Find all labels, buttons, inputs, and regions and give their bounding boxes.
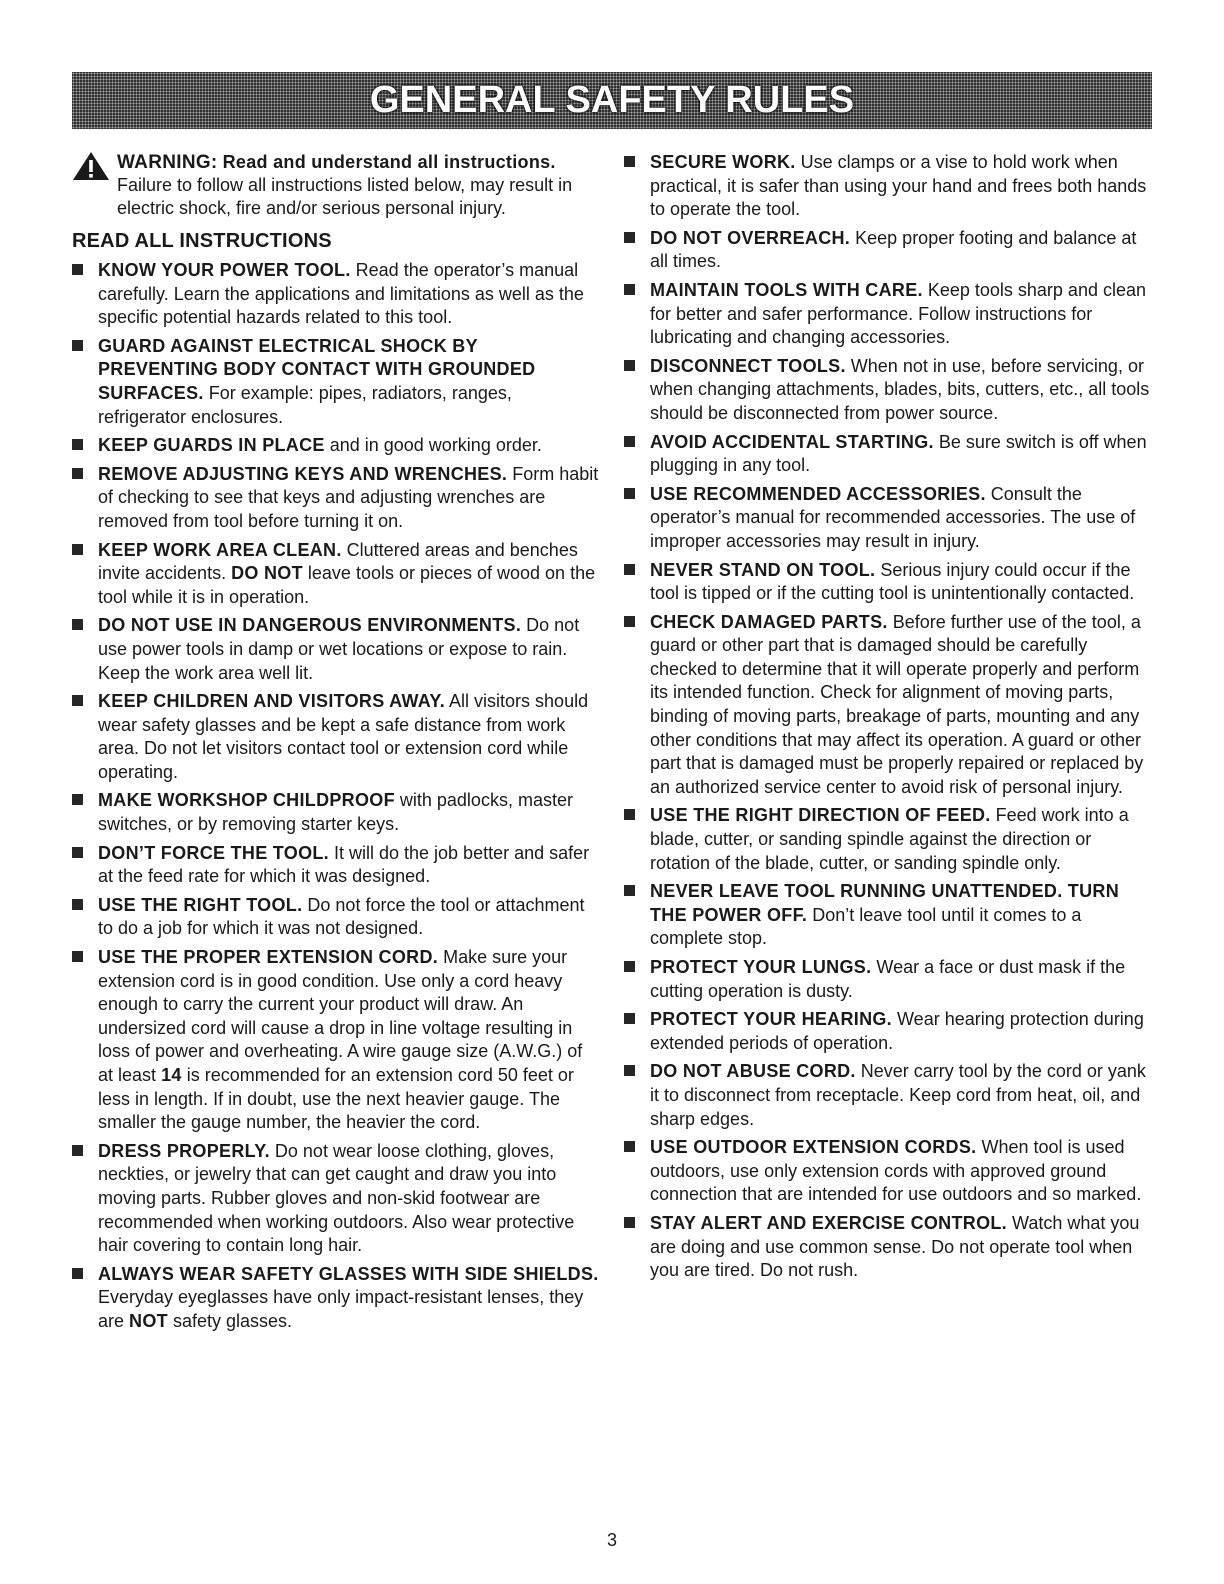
- rule-text: Cluttered areas and benches invite accidents.: [98, 539, 578, 584]
- rule-bold-text: KEEP WORK AREA CLEAN.: [98, 539, 342, 560]
- right-column: [624, 151, 1150, 1288]
- square-bullet-icon: [72, 619, 83, 630]
- square-bullet-icon: [624, 885, 635, 896]
- rule-text: For example: pipes, radiators, ranges, refrigerator enclosures.: [98, 382, 512, 427]
- square-bullet-icon: [624, 961, 635, 972]
- safety-rule: [72, 1263, 600, 1334]
- warning-text: Failure to follow all instructions listed below, may result in electric shock, fire and/or serious personal injury.: [117, 175, 573, 218]
- square-bullet-icon: [624, 564, 635, 575]
- rule-bold-text: KEEP GUARDS IN PLACE: [98, 435, 325, 456]
- square-bullet-icon: [72, 468, 83, 479]
- rule-bold-text: DO NOT OVERREACH.: [650, 227, 851, 248]
- rule-text: Do not wear loose clothing, gloves, neckties, or jewelry that can get caught and draw you into moving parts. Rubber gloves and non-skid footwear are recommended when working outdoors. Also wear protective hair covering to contain long hair.: [98, 1140, 575, 1256]
- warning-triangle-icon: [72, 151, 110, 181]
- safety-rule: [72, 690, 600, 784]
- left-column: [72, 151, 600, 1339]
- rule-text: When tool is used outdoors, use only extension cords with approved ground connection that are intended for use outdoors and so marked.: [650, 1137, 1142, 1205]
- rule-text: Read the operator’s manual carefully. Learn the applications and limitations as well as the specific potential hazards related to this tool.: [98, 260, 584, 328]
- safety-rule: [72, 539, 600, 610]
- title-banner: [72, 72, 1152, 129]
- safety-rule: [72, 1140, 600, 1258]
- rule-text: with padlocks, master switches, or by removing starter keys.: [98, 790, 573, 835]
- rule-text: Be sure switch is off when plugging in any tool.: [650, 431, 1147, 476]
- rule-text: Consult the operator’s manual for recommended accessories. The use of improper accessories may result in injury.: [650, 483, 1136, 551]
- square-bullet-icon: [72, 1268, 83, 1279]
- safety-rule: [624, 880, 1150, 951]
- rule-bold-text: DON’T FORCE THE TOOL.: [98, 842, 329, 863]
- left-rules-list: [72, 259, 600, 1334]
- safety-rule: [624, 355, 1150, 426]
- rule-text: safety glasses.: [172, 1310, 293, 1331]
- rule-text: Feed work into a blade, cutter, or sanding spindle against the direction or rotation of the blade, cutter, or sanding spindle only.: [650, 805, 1129, 873]
- rule-bold-text: DO NOT ABUSE CORD.: [650, 1061, 856, 1082]
- rule-text: Keep tools sharp and clean for better and safer performance. Follow instructions for lubricating and changing accessories.: [650, 279, 1146, 348]
- safety-rule: [624, 151, 1150, 222]
- rule-text: Never carry tool by the cord or yank it to disconnect from receptacle. Keep cord from heat, oil, and sharp edges.: [650, 1061, 1146, 1129]
- rule-bold-text: AVOID ACCIDENTAL STARTING.: [650, 431, 934, 452]
- safety-rule: [624, 227, 1150, 274]
- rule-bold-text: NOT: [129, 1310, 168, 1331]
- square-bullet-icon: [624, 232, 635, 243]
- square-bullet-icon: [72, 695, 83, 706]
- warning-block: [72, 151, 600, 220]
- safety-rule: [624, 1136, 1150, 1207]
- rule-bold-text: SECURE WORK.: [650, 152, 796, 172]
- safety-rule: [624, 956, 1150, 1003]
- rule-bold-text: MAKE WORKSHOP CHILDPROOF: [98, 790, 395, 811]
- rule-text: Use clamps or a vise to hold work when practical, it is safer than using your hand and frees both hands to operate the tool.: [650, 152, 1147, 220]
- square-bullet-icon: [72, 544, 83, 555]
- rule-bold-text: GUARD AGAINST ELECTRICAL SHOCK BY PREVENTING BODY CONTACT WITH GROUNDED SURFACES.: [98, 335, 536, 403]
- rule-bold-text: USE THE RIGHT DIRECTION OF FEED.: [650, 805, 991, 826]
- square-bullet-icon: [72, 847, 83, 858]
- rule-text: Do not force the tool or attachment to do a job for which it was not designed.: [98, 894, 585, 939]
- square-bullet-icon: [624, 360, 635, 371]
- rule-text: Do not use power tools in damp or wet locations or expose to rain. Keep the work area well lit.: [98, 615, 580, 683]
- rule-bold-text: NEVER STAND ON TOOL.: [650, 559, 876, 580]
- warning-bold-text: Read and understand all instructions.: [222, 152, 556, 172]
- safety-rule: [624, 804, 1150, 875]
- warning-label: WARNING:: [117, 152, 218, 173]
- rule-text: Serious injury could occur if the tool is tipped or if the cutting tool is unintentionally contacted.: [650, 559, 1135, 604]
- rule-bold-text: PROTECT YOUR LUNGS.: [650, 957, 872, 977]
- rule-bold-text: PROTECT YOUR HEARING.: [650, 1009, 892, 1030]
- safety-rule: [72, 894, 600, 941]
- square-bullet-icon: [72, 794, 83, 805]
- rule-bold-text: ALWAYS WEAR SAFETY GLASSES WITH SIDE SHIELDS.: [98, 1263, 599, 1284]
- rule-bold-text: DO NOT USE IN DANGEROUS ENVIRONMENTS.: [98, 615, 522, 636]
- square-bullet-icon: [624, 1217, 635, 1228]
- rule-text: Form habit of checking to see that keys and adjusting wrenches are removed from tool before turning it on.: [98, 463, 599, 531]
- page-title: GENERAL SAFETY RULES: [369, 79, 855, 121]
- rule-text: and in good working order.: [329, 435, 542, 456]
- rule-bold-text: KNOW YOUR POWER TOOL.: [98, 260, 351, 280]
- right-rules-list: [624, 151, 1150, 1283]
- rule-bold-text: STAY ALERT AND EXERCISE CONTROL.: [650, 1212, 1007, 1233]
- page-number: 3: [606, 1530, 617, 1550]
- square-bullet-icon: [72, 439, 83, 450]
- rule-bold-text: NEVER LEAVE TOOL RUNNING UNATTENDED. TURN THE POWER OFF.: [650, 881, 1119, 925]
- safety-rule: [624, 431, 1150, 478]
- rule-text: Everyday eyeglasses have only impact-resistant lenses, they are: [98, 1287, 584, 1331]
- safety-rule: [624, 1060, 1150, 1131]
- rule-text: Watch what you are doing and use common sense. Do not operate tool when you are tired. Do not rush.: [650, 1212, 1140, 1281]
- rule-bold-text: USE RECOMMENDED ACCESSORIES.: [650, 483, 986, 504]
- safety-rule: [624, 611, 1150, 800]
- safety-rule: [72, 842, 600, 889]
- safety-rule: [72, 614, 600, 685]
- safety-rule: [72, 259, 600, 330]
- safety-rule: [624, 279, 1150, 350]
- rule-bold-text: DRESS PROPERLY.: [98, 1140, 270, 1161]
- square-bullet-icon: [72, 340, 83, 351]
- safety-rule: [624, 1212, 1150, 1283]
- square-bullet-icon: [624, 809, 635, 820]
- rule-text: is recommended for an extension cord 50 feet or less in length. If in doubt, use the next heavier gauge. The smaller the gauge number, the heavier the cord.: [98, 1065, 574, 1133]
- square-bullet-icon: [624, 1141, 635, 1152]
- safety-rule: [72, 434, 600, 458]
- rule-text: It will do the job better and safer at the feed rate for which it was designed.: [98, 842, 590, 887]
- rule-text: Don’t leave tool until it comes to a complete stop.: [650, 904, 1082, 949]
- square-bullet-icon: [624, 436, 635, 447]
- rule-bold-text: MAINTAIN TOOLS WITH CARE.: [650, 279, 923, 300]
- rule-bold-text: USE THE PROPER EXTENSION CORD.: [98, 947, 439, 968]
- safety-rule: [72, 335, 600, 429]
- safety-rule: [72, 463, 600, 534]
- rule-bold-text: KEEP CHILDREN AND VISITORS AWAY.: [98, 691, 446, 712]
- rule-text: Wear hearing protection during extended periods of operation.: [650, 1009, 1144, 1053]
- rule-bold-text: REMOVE ADJUSTING KEYS AND WRENCHES.: [98, 463, 508, 484]
- square-bullet-icon: [624, 1065, 635, 1076]
- square-bullet-icon: [624, 284, 635, 295]
- rule-bold-text: 14: [161, 1065, 182, 1085]
- rule-text: Make sure your extension cord is in good condition. Use only a cord heavy enough to carry the current your product will draw. An undersized cord will cause a drop in line voltage resulting in loss of power and overheating. A wire gauge size (A.W.G.) of at least: [98, 947, 583, 1085]
- square-bullet-icon: [72, 264, 83, 275]
- square-bullet-icon: [72, 1145, 83, 1156]
- rule-text: Wear a face or dust mask if the cutting operation is dusty.: [650, 957, 1126, 1001]
- rule-bold-text: DISCONNECT TOOLS.: [650, 355, 846, 376]
- rule-text: Keep proper footing and balance at all times.: [650, 227, 1137, 272]
- rule-text: All visitors should wear safety glasses and be kept a safe distance from work area. Do not let visitors contact tool or extension cord while operating.: [98, 691, 589, 782]
- square-bullet-icon: [624, 616, 635, 627]
- square-bullet-icon: [624, 1013, 635, 1024]
- safety-rule: [624, 483, 1150, 554]
- safety-rule: [72, 946, 600, 1135]
- rule-bold-text: USE THE RIGHT TOOL.: [98, 894, 303, 915]
- rule-bold-text: DO NOT: [231, 563, 303, 584]
- section-heading: READ ALL INSTRUCTIONS: [72, 230, 332, 252]
- safety-rule: [624, 1008, 1150, 1055]
- safety-rule: [72, 789, 600, 836]
- rule-text: Before further use of the tool, a guard or other part that is damaged should be carefully checked to determine that it will operate properly and perform its intended function. Check for alignment of moving parts, binding of moving parts, breakage of parts, mounting and any other conditions that may affect its operation. A guard or other part that is damaged must be properly repaired or replaced by an authorized service center to avoid risk of personal injury.: [650, 611, 1144, 797]
- square-bullet-icon: [624, 156, 635, 167]
- rule-bold-text: USE OUTDOOR EXTENSION CORDS.: [650, 1137, 977, 1158]
- rule-text: leave tools or pieces of wood on the tool while it is in operation.: [98, 563, 596, 607]
- square-bullet-icon: [72, 951, 83, 962]
- square-bullet-icon: [72, 899, 83, 910]
- rule-bold-text: CHECK DAMAGED PARTS.: [650, 611, 888, 632]
- rule-text: When not in use, before servicing, or when changing attachments, blades, bits, cutters, etc., all tools should be disconnected from power source.: [650, 355, 1150, 423]
- square-bullet-icon: [624, 488, 635, 499]
- safety-rule: [624, 559, 1150, 606]
